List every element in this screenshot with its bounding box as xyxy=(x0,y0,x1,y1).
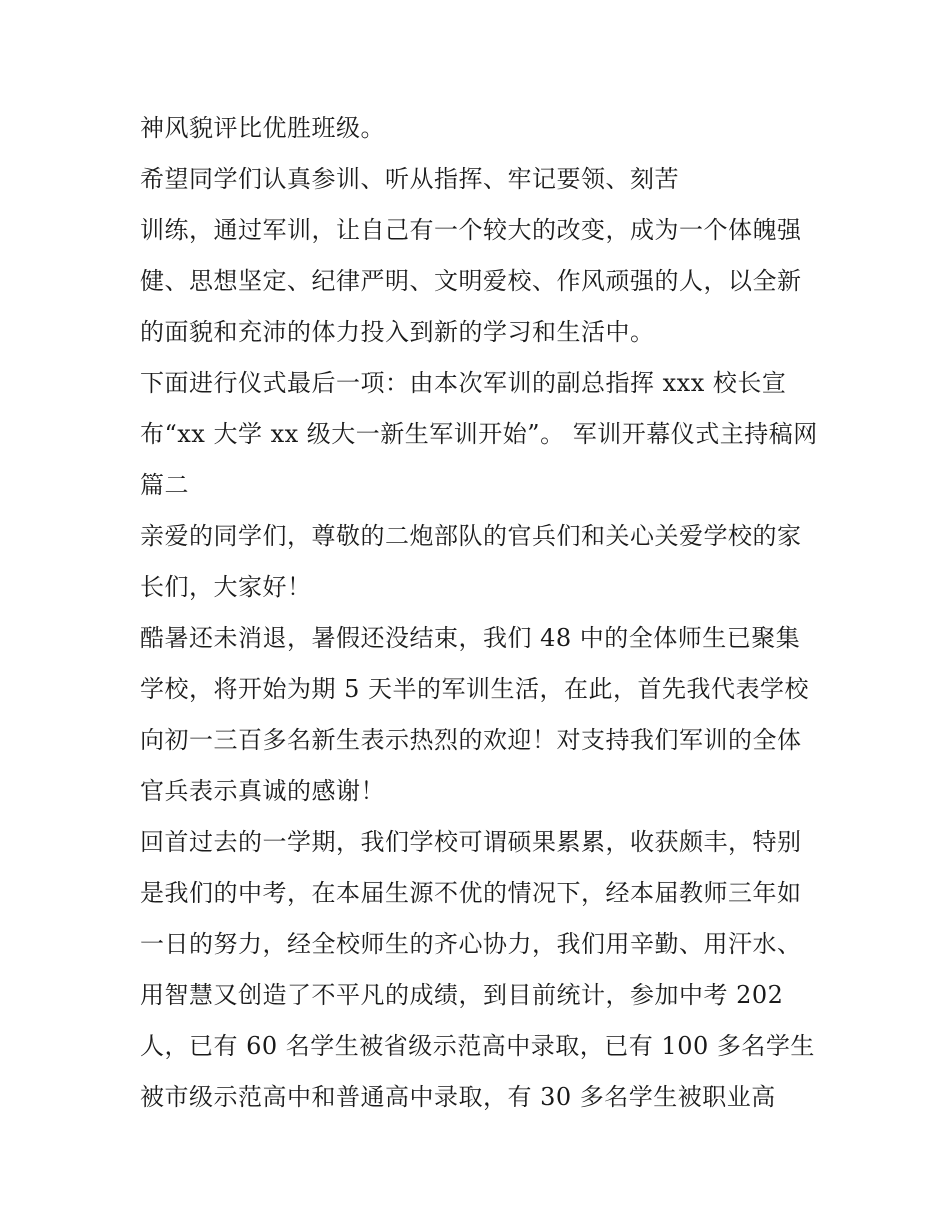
text-line: 酷暑还未消退，暑假还没结束，我们 48 中的全体师生已聚集 xyxy=(140,624,801,652)
text-line: 人，已有 60 名学生被省级示范高中录取，已有 100 多名学生 xyxy=(140,1032,815,1060)
text-line: 向初一三百多名新生表示热烈的欢迎！对支持我们军训的全体 xyxy=(140,726,802,754)
text-line: 下面进行仪式最后一项：由本次军训的副总指挥 xxx 校长宣 xyxy=(140,369,787,397)
section-heading: 篇二 xyxy=(140,471,189,499)
text-line: 回首过去的一学期，我们学校可谓硕果累累，收获颇丰，特别 xyxy=(140,828,802,856)
text-line: 学校，将开始为期 5 天半的军训生活，在此，首先我代表学校 xyxy=(140,675,810,703)
text-line: 健、思想坚定、纪律严明、文明爱校、作风顽强的人，以全新 xyxy=(140,267,802,295)
text-line: 一日的努力，经全校师生的齐心协力，我们用辛勤、用汗水、 xyxy=(140,930,802,958)
text-line: 神风貌评比优胜班级。 xyxy=(140,114,385,142)
text-line: 训练，通过军训，让自己有一个较大的改变，成为一个体魄强 xyxy=(140,216,802,244)
text-line: 是我们的中考，在本届生源不优的情况下，经本届教师三年如 xyxy=(140,879,802,907)
text-line: 亲爱的同学们，尊敬的二炮部队的官兵们和关心关爱学校的家 xyxy=(140,522,802,550)
text-line: 的面貌和充沛的体力投入到新的学习和生活中。 xyxy=(140,318,655,346)
text-line: 长们，大家好！ xyxy=(140,573,312,601)
text-line: 用智慧又创造了不平凡的成绩，到目前统计，参加中考 202 xyxy=(140,981,784,1009)
text-line: 官兵表示真诚的感谢！ xyxy=(140,777,385,805)
text-line: 希望同学们认真参训、听从指挥、牢记要领、刻苦 xyxy=(140,165,679,193)
text-line: 布“xx 大学 xx 级大一新生军训开始”。 军训开幕仪式主持稿网 xyxy=(140,420,818,448)
text-line: 被市级示范高中和普通高中录取，有 30 多名学生被职业高 xyxy=(140,1083,776,1111)
